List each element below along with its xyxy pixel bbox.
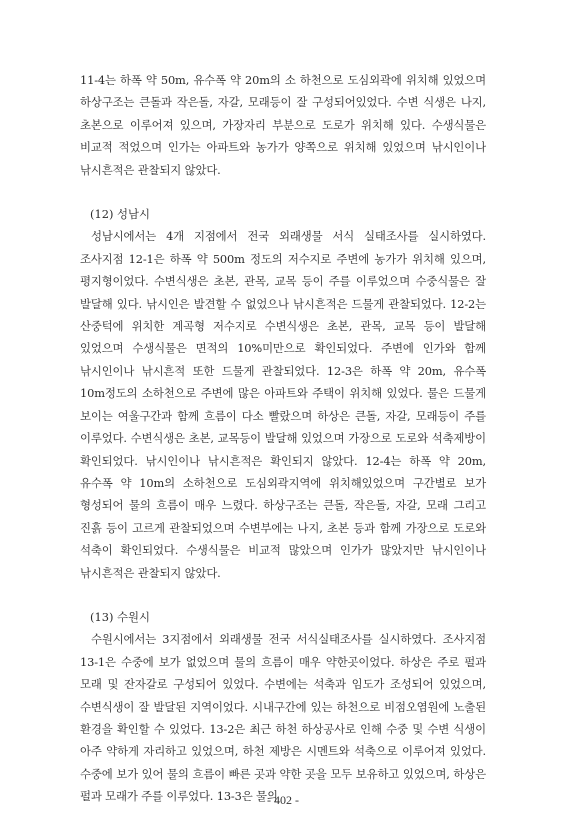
intro-paragraph: 11-4는 하폭 약 50m, 유수폭 약 20m의 소 하천으로 도심외곽에 위치해 있었으며 하상구조는 큰돌과 작은돌, 자갈, 모래등이 잘 구성되어있었다. 수변 식생은 나지, 초본으로 이루어져 있으며, 가장자리 부분으로 도로가 위치해 있다. 수생식물은 비교적 적었으며 인가는 아파트와 농가가 양쪽으로 위치해 있었으며 낚시인이나 낚시흔적은 관찰되지 않았다. (80, 73, 486, 177)
document-page (80, 69, 486, 808)
page-number: - 402 - (267, 793, 299, 807)
section-heading-suwon: (13) 수원시 (90, 609, 151, 624)
section-spacer (80, 584, 486, 606)
section-paragraph-seongnam: 성남시에서는 4개 지점에서 전국 외래생물 서식 실태조사를 실시하였다. 조사지점 12-1은 하폭 약 500m 정도의 저수지로 주변에 농가가 위치해 있으며, 평지형이었다. 수변식생은 초본, 관목, 교목 등이 주를 이루었으며 수중식물은 잘 발달해 있다. 낚시인은 발견할 수 없었으나 낚시흔적은 드물게 관찰되었다. 12-2는 산중턱에 위치한 계곡형 저수지로 수변식생은 초본, 관목, 교목 등이 발달해 있었으며 수생식물은 면적의 10%미만으로 확인되었다. 주변에 인가와 함께 낚시인이나 낚시흔적 또한 드물게 관찰되었다. 12-3은 하폭 약 20m, 유수폭 10m정도의 소하천으로 주변에 많은 아파트와 주택이 위치해 있었다. 물은 드물게 보이는 여울구간과 함께 흐름이 다소 빨랐으며 하상은 큰돌, 자갈, 모래등이 주를 이루었다. 수변식생은 초본, 교목등이 발달해 있었으며 가장으로 도로와 석축제방이 확인되었다. 낚시인이나 낚시흔적은 확인되지 않았다. 12-4는 하폭 약 20m, 유수폭 약 10m의 소하천으로 도심외곽지역에 위치해있었으며 구간별로 보가 형성되어 물의 흐름이 매우 느렸다. 하상구조는 큰돌, 작은돌, 자갈, 모래 그리고 진흙 등이 고르게 관찰되었으며 수변부에는 나지, 초본 등과 함께 가장으로 도로와 석축이 확인되었다. 수생식물은 비교적 많았으며 인가가 많았지만 낚시인이나 낚시흔적은 관찰되지 않았다. (80, 229, 486, 580)
section-heading-seongnam: (12) 성남시 (90, 207, 151, 222)
section-paragraph-suwon: 수원시에서는 3지점에서 외래생물 전국 서식실태조사를 실시하였다. 조사지점 13-1은 수중에 보가 없었으며 물의 흐름이 매우 약한곳이었다. 하상은 주로 펄과 모래 및 잔자갈로 구성되어 있었다. 수변에는 석축과 임도가 조성되어 있었으며, 수변식생이 잘 발달된 지역이었다. 시내구간에 있는 하천으로 비점오염원에 노출된 환경을 확인할 수 있었다. 13-2은 최근 하천 하상공사로 인해 수중 및 수변 식생이 아주 약하게 자리하고 있었으며, 하천 제방은 시멘트와 석축으로 이루어져 있었다. 수중에 보가 있어 물의 흐름이 빠른 곳과 약한 곳을 모두 보유하고 있었으며, 하상은 펄과 모래가 주를 이루었다. 13-3은 물의 (80, 632, 486, 804)
section-spacer (80, 181, 486, 203)
